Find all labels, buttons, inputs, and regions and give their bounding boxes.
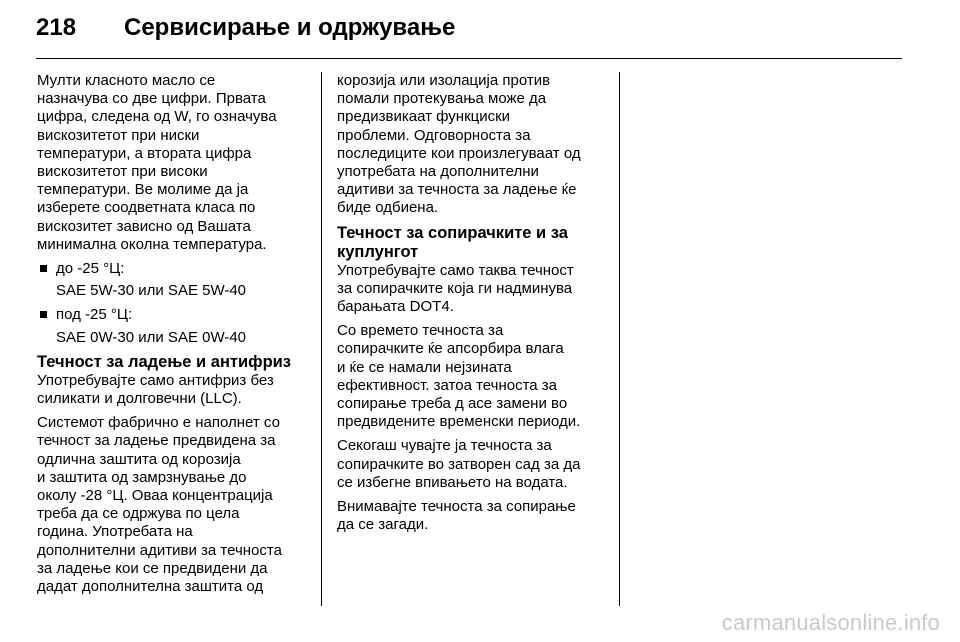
column-divider-2 <box>619 72 620 606</box>
column-left <box>37 72 309 602</box>
section-title: Сервисирање и одржување <box>124 14 456 41</box>
text-line: барањата DOT4. <box>337 298 454 316</box>
text-line: помали протекувања може да <box>337 90 547 108</box>
coolant-heading: Течност за ладење и антифриз <box>37 352 291 371</box>
page-number: 218 <box>36 14 77 41</box>
text-line: Употребувајте само таква течност <box>337 261 574 279</box>
watermark: carmanualsonline.info <box>721 610 940 635</box>
brake-para-3 <box>337 437 609 492</box>
text-line: дополнителни адитиви за течноста <box>37 541 282 559</box>
text-line: Со времето течноста за <box>337 322 504 340</box>
text-line: корозија или изолација против <box>337 72 551 89</box>
bullet-label: под -25 °Ц: <box>56 306 133 324</box>
square-bullet-icon <box>40 311 47 318</box>
text-line: и заштита од замрзнување до <box>37 468 247 486</box>
text-line: предвидените временски периоди. <box>337 413 581 431</box>
column-middle <box>337 72 609 540</box>
heading-line: Течност за сопирачките и за <box>337 223 568 242</box>
text-line: предизвикаат функциски <box>337 108 511 126</box>
bullet-item <box>37 306 309 324</box>
text-line: изберете соодветната класа по <box>37 199 256 217</box>
text-line: биде одбиена. <box>337 199 439 217</box>
square-bullet-icon <box>40 265 47 272</box>
brake-para-4 <box>337 498 609 534</box>
text-line: ефективност. затоа течноста за <box>337 376 558 394</box>
text-line: минимална околна температура. <box>37 235 267 253</box>
text-line: сопирачките ќе апсорбира влага <box>337 340 564 358</box>
text-line: треба да се одржува по цела <box>37 505 240 523</box>
text-line: да се загади. <box>337 516 429 534</box>
text-line: течност за ладење предвидена за <box>37 432 276 450</box>
text-line: за ладење кои се предвидени да <box>37 559 268 577</box>
brake-fluid-heading <box>337 224 609 262</box>
column-divider-1 <box>321 72 322 606</box>
text-line: година. Употребата на <box>37 523 193 541</box>
text-line: проблеми. Одговорноста за <box>337 126 531 144</box>
text-line: Мулти класното масло се <box>37 72 216 89</box>
header-divider <box>36 58 902 59</box>
text-line: последиците кои произлегуваат од <box>337 144 581 162</box>
bullet-item <box>37 260 309 278</box>
page-header <box>36 14 902 54</box>
bullet-label: до -25 °Ц: <box>56 260 125 278</box>
coolant-para-continued <box>337 72 609 218</box>
text-line: температури, а втората цифра <box>37 144 252 162</box>
text-line: сопирање треба д асе замени во <box>337 395 568 413</box>
brake-para-2 <box>337 322 609 431</box>
text-line: се избегне впивањето на водата. <box>337 473 568 491</box>
brake-para-1 <box>337 262 609 317</box>
text-line: вискозитетот при ниски <box>37 126 200 144</box>
text-line: Системот фабрично е наполнет со <box>37 414 280 432</box>
text-line: употребата на дополнителни <box>337 163 539 181</box>
text-line: околу -28 °Ц. Оваа концентрација <box>37 487 273 505</box>
coolant-para-2 <box>37 414 309 596</box>
text-line: и ќе се намали нејзината <box>337 358 512 376</box>
text-line: вискозитетот при високи <box>37 163 208 181</box>
text-line: одлична заштита од корозија <box>37 450 241 468</box>
text-line: сопирачките во затворен сад за да <box>337 455 581 473</box>
text-line: силикати и долговечни (LLC). <box>37 390 242 408</box>
text-line: Внимавајте течноста за сопирање <box>337 498 576 516</box>
text-line: вискозитет зависно од Вашата <box>37 217 251 235</box>
text-line: Употребувајте само антифриз без <box>37 371 274 389</box>
text-line: цифра, следена од W, го означува <box>37 108 277 126</box>
text-line: Секогаш чувајте ја течноста за <box>337 437 552 455</box>
coolant-para-1 <box>37 372 309 408</box>
bullet-value: SAE 0W-30 или SAE 0W-40 <box>56 328 247 346</box>
heading-line: куплунгот <box>337 242 419 261</box>
text-line: адитиви за течноста за ладење ќе <box>337 181 577 199</box>
oil-viscosity-intro <box>37 72 309 254</box>
text-line: назначува со две цифри. Првата <box>37 90 266 108</box>
text-line: за сопирачките која ги надминува <box>337 279 573 297</box>
bullet-value: SAE 5W-30 или SAE 5W-40 <box>56 282 247 300</box>
text-line: температури. Ве молиме да ја <box>37 181 249 199</box>
text-line: дадат дополнителна заштита од <box>37 578 264 596</box>
